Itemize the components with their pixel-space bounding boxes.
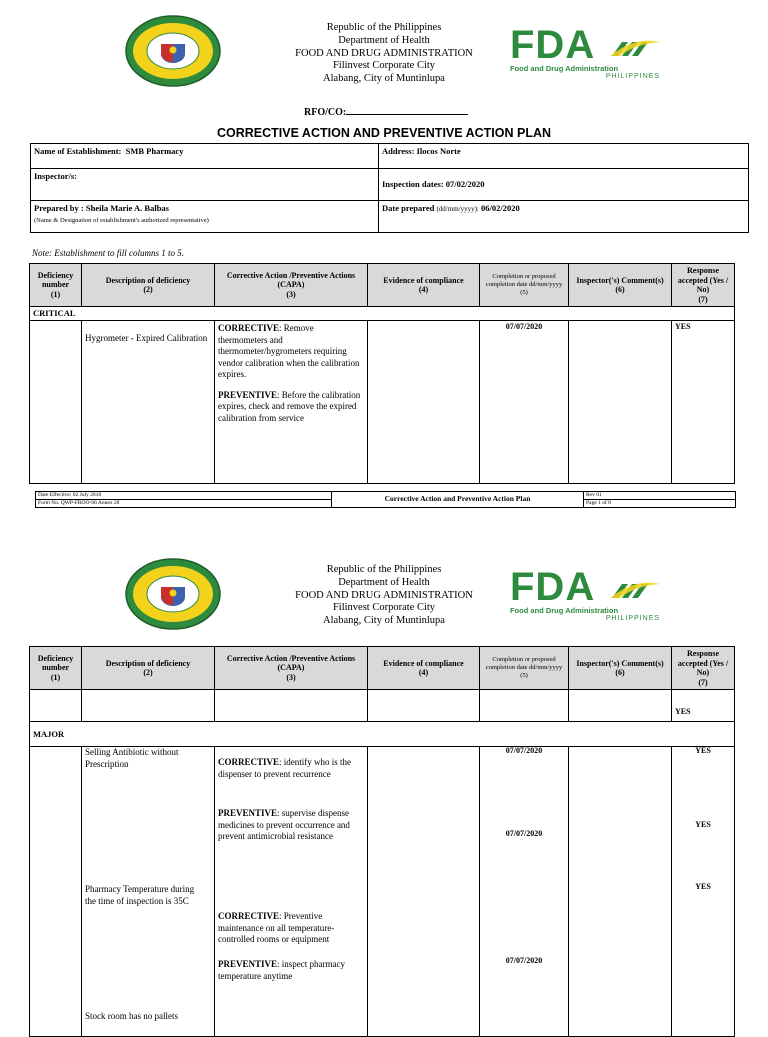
column-title: Evidence of compliance bbox=[383, 275, 464, 285]
column-title: Corrective Action /Preventive Actions (CAPA) bbox=[226, 653, 356, 673]
footer-title: Corrective Action and Preventive Action Plan bbox=[332, 492, 584, 508]
deficiency-description: Pharmacy Temperature during the time of inspection is 35C bbox=[85, 884, 195, 906]
column-title: Description of deficiency bbox=[105, 658, 191, 668]
section-label-major: MAJOR bbox=[30, 722, 735, 747]
rfo-label-text: RFO/CO: bbox=[304, 107, 347, 118]
corrective-label: CORRECTIVE bbox=[218, 911, 280, 921]
completion-date-cell: 07/07/2020 bbox=[480, 321, 569, 484]
column-title: Inspector('s) Comment(s) bbox=[576, 658, 664, 668]
establishment-info-table bbox=[30, 143, 749, 233]
table-row bbox=[30, 747, 735, 1037]
date-prepared-format: (dd/mm/yyyy): bbox=[436, 205, 479, 213]
page-title: CORRECTIVE ACTION AND PREVENTIVE ACTION PLAN bbox=[216, 126, 552, 140]
column-number: (3) bbox=[286, 289, 296, 299]
column-number: (5) bbox=[520, 672, 528, 679]
column-title: Deficiency number bbox=[37, 653, 74, 673]
evidence-cell bbox=[368, 747, 480, 1037]
footer-effective: Date Effective: 02 July 2018 bbox=[36, 492, 332, 500]
prepared-by-value: Sheila Marie A. Balbas bbox=[85, 203, 169, 213]
capa-cell bbox=[215, 747, 368, 1037]
fda-logo bbox=[510, 565, 660, 628]
address-value: Ilocos Norte bbox=[416, 146, 461, 156]
column-header-row bbox=[30, 264, 735, 307]
section-row bbox=[30, 307, 735, 321]
deficiency-number-cell bbox=[30, 321, 82, 484]
column-number: (2) bbox=[143, 668, 153, 677]
column-title: Deficiency number bbox=[37, 270, 74, 290]
preventive-label: PREVENTIVE bbox=[218, 959, 278, 969]
corrective-text: : Remove thermometers and thermometer/hygrometers requiring vendor calibration when the calibration expires. bbox=[218, 323, 360, 379]
corrective-label: CORRECTIVE bbox=[218, 757, 280, 767]
column-number: (4) bbox=[418, 285, 429, 294]
header-line: FOOD AND DRUG ADMINISTRATION bbox=[295, 589, 473, 601]
completion-date: 07/07/2020 bbox=[505, 956, 543, 965]
completion-date: 07/07/2020 bbox=[505, 746, 543, 755]
address-cell bbox=[379, 144, 749, 169]
accepted-cell bbox=[672, 747, 735, 1037]
establishment-cell bbox=[31, 144, 379, 169]
column-number: (5) bbox=[520, 289, 528, 296]
column-title: Response accepted (Yes / No) bbox=[677, 266, 729, 294]
column-header bbox=[82, 647, 215, 690]
deficiency-description: Stock room has no pallets bbox=[85, 1011, 178, 1021]
corrective-label: CORRECTIVE bbox=[218, 323, 280, 333]
column-title: Description of deficiency bbox=[105, 275, 191, 285]
doh-seal-logo bbox=[124, 14, 222, 88]
inspector-cell bbox=[31, 169, 379, 201]
inspection-dates-value: 07/02/2020 bbox=[445, 179, 485, 189]
column-title: Completion or proposed completion date dd/mm/yyyy bbox=[485, 656, 563, 671]
fda-logo-country: PHILIPPINES bbox=[605, 615, 660, 622]
note-text: Note: Establishment to fill columns 1 to 5. bbox=[32, 248, 184, 258]
preventive-text: : supervise dispense medicines to prevent occurrence and prevent antimicrobial resistance bbox=[218, 808, 350, 841]
inspector-label: Inspector/s: bbox=[34, 171, 77, 181]
column-header bbox=[569, 264, 672, 307]
fda-logo-subtitle: Food and Drug Administration bbox=[510, 64, 619, 73]
doh-seal-logo bbox=[124, 557, 222, 631]
accepted-cell: YES bbox=[672, 690, 735, 722]
accepted-value: YES bbox=[695, 746, 711, 755]
capa-cell bbox=[215, 321, 368, 484]
column-title: Evidence of compliance bbox=[383, 658, 464, 668]
comment-cell bbox=[569, 747, 672, 1037]
rfo-label bbox=[304, 104, 468, 118]
column-number: (4) bbox=[418, 668, 429, 677]
completion-date-cell bbox=[480, 747, 569, 1037]
comment-cell bbox=[569, 321, 672, 484]
fda-logo-country: PHILIPPINES bbox=[605, 73, 660, 80]
date-prepared-cell bbox=[379, 201, 749, 233]
swoosh-icon bbox=[610, 36, 660, 58]
date-prepared-label: Date prepared bbox=[382, 203, 435, 213]
column-number: (1) bbox=[50, 672, 61, 682]
prepared-by-label: Prepared by : bbox=[34, 203, 84, 213]
column-header bbox=[82, 264, 215, 307]
column-title: Corrective Action /Preventive Actions (CAPA) bbox=[226, 270, 356, 290]
capa-table-continued bbox=[29, 646, 735, 1037]
column-header bbox=[672, 264, 735, 307]
footer-page: Page 1 of 8 bbox=[584, 500, 736, 508]
accepted-cell: YES bbox=[672, 321, 735, 484]
column-number: (6) bbox=[615, 285, 625, 294]
footer-rev: Rev 01 bbox=[584, 492, 736, 500]
description-cell: Hygrometer - Expired Calibration bbox=[82, 321, 215, 484]
header-line: Department of Health bbox=[338, 576, 430, 588]
header-line: Republic of the Philippines bbox=[326, 22, 442, 33]
footer-form-no: Form No. QWP-FROO-06 Annex 28 bbox=[36, 500, 332, 508]
column-title: Inspector('s) Comment(s) bbox=[576, 275, 664, 285]
section-row bbox=[30, 722, 735, 747]
column-number: (7) bbox=[698, 294, 708, 304]
column-header bbox=[368, 264, 480, 307]
accepted-value: YES bbox=[695, 882, 711, 891]
header-line: Alabang, City of Muntinlupa bbox=[323, 615, 445, 627]
swoosh-icon bbox=[610, 578, 660, 600]
header-line: Department of Health bbox=[338, 34, 430, 46]
column-header bbox=[569, 647, 672, 690]
completion-date: 07/07/2020 bbox=[505, 829, 543, 838]
fda-logo-letters: FDA bbox=[510, 565, 596, 609]
column-header bbox=[30, 264, 82, 307]
column-header bbox=[480, 264, 569, 307]
column-number: (2) bbox=[143, 285, 153, 294]
corrective-text: : identify who is the dispenser to prevent recurrence bbox=[218, 757, 352, 779]
preventive-text: : inspect pharmacy temperature anytime bbox=[218, 959, 345, 981]
accepted-value: YES bbox=[695, 820, 711, 829]
preventive-text: : Before the calibration expires, check and remove the expired calibration from service bbox=[218, 389, 361, 423]
column-number: (1) bbox=[50, 289, 61, 299]
header-line: Alabang, City of Muntinlupa bbox=[323, 73, 445, 85]
fda-logo-letters: FDA bbox=[510, 23, 596, 67]
column-header bbox=[215, 264, 368, 307]
fda-logo bbox=[510, 23, 660, 86]
header-line: Republic of the Philippines bbox=[326, 564, 442, 575]
column-header bbox=[215, 647, 368, 690]
column-title: Completion or proposed completion date dd/mm/yyyy bbox=[485, 273, 563, 288]
section-label-critical: CRITICAL bbox=[30, 307, 735, 321]
column-title: Response accepted (Yes / No) bbox=[677, 649, 729, 677]
deficiency-number-cell bbox=[30, 747, 82, 1037]
capa-table bbox=[29, 263, 735, 484]
column-header bbox=[672, 647, 735, 690]
column-number: (3) bbox=[286, 672, 296, 682]
date-prepared-value: 06/02/2020 bbox=[480, 203, 520, 213]
header-line: FOOD AND DRUG ADMINISTRATION bbox=[295, 47, 473, 59]
prepared-by-cell bbox=[31, 201, 379, 233]
table-row bbox=[30, 690, 735, 722]
evidence-cell bbox=[368, 321, 480, 484]
prepared-by-note: (Name & Designation of establishment's authorized representative) bbox=[34, 217, 209, 224]
rfo-blank-line bbox=[346, 104, 468, 115]
header-line: Filinvest Corporate City bbox=[332, 602, 436, 614]
column-number: (7) bbox=[698, 677, 708, 687]
column-number: (6) bbox=[615, 668, 625, 677]
column-header-row bbox=[30, 647, 735, 690]
corrective-text: : Preventive maintenance on all temperature-controlled rooms or equipment bbox=[218, 911, 335, 944]
header-line: Filinvest Corporate City bbox=[332, 60, 436, 72]
address-label: Address: bbox=[382, 146, 415, 156]
page-footer bbox=[35, 491, 736, 508]
deficiency-description: Selling Antibiotic without Prescription bbox=[85, 747, 179, 769]
agency-header bbox=[234, 22, 534, 86]
preventive-label: PREVENTIVE bbox=[218, 808, 278, 818]
fda-logo-subtitle: Food and Drug Administration bbox=[510, 606, 619, 615]
inspection-dates-cell bbox=[379, 169, 749, 201]
agency-header bbox=[234, 564, 534, 628]
preventive-label: PREVENTIVE bbox=[218, 389, 278, 400]
column-header bbox=[30, 647, 82, 690]
column-header bbox=[480, 647, 569, 690]
description-cell bbox=[82, 747, 215, 1037]
table-row bbox=[30, 321, 735, 484]
establishment-value: SMB Pharmacy bbox=[125, 146, 184, 156]
inspection-dates-label: Inspection dates: bbox=[382, 179, 444, 189]
establishment-label: Name of Establishment: bbox=[34, 146, 122, 156]
column-header bbox=[368, 647, 480, 690]
